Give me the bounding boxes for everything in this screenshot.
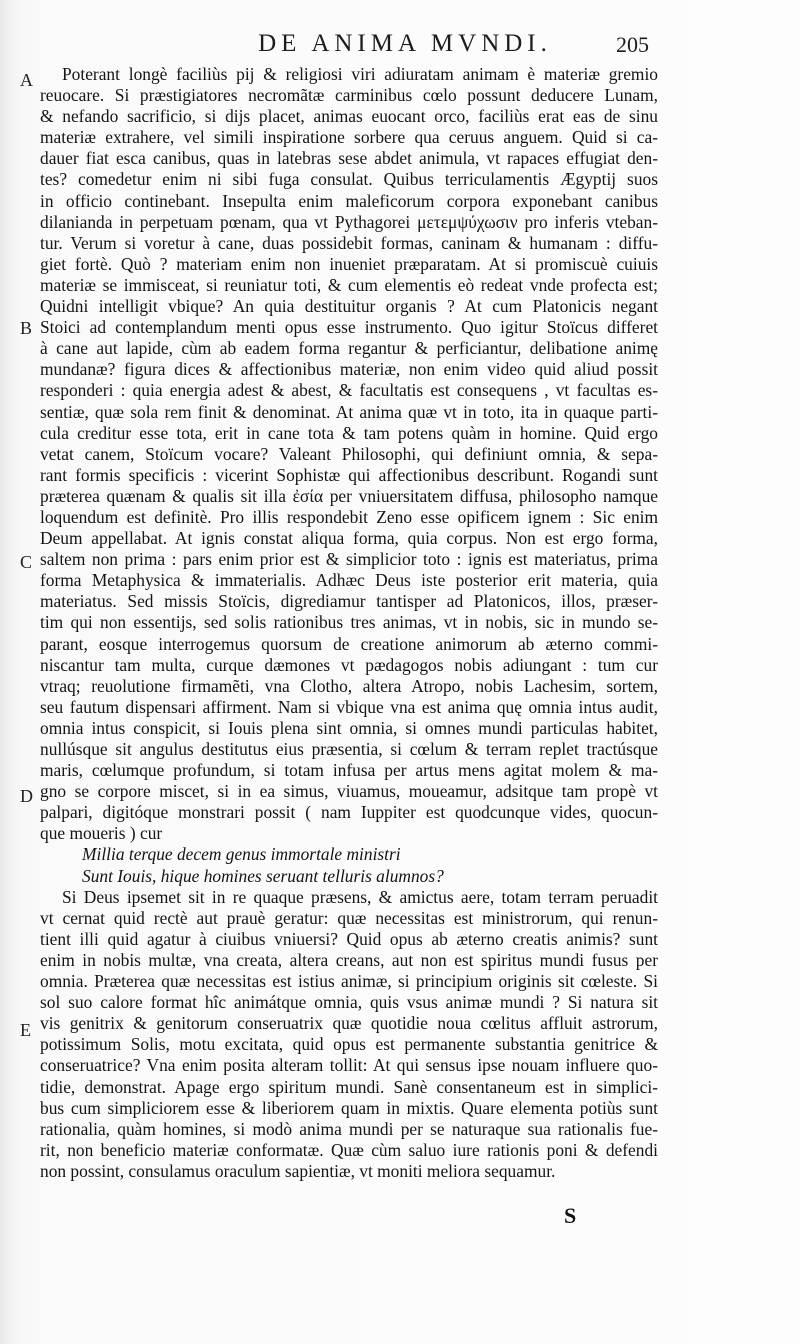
text-line: giet fortè. Quò ? materiam enim non inueniet præparatam. At si promiscuè cuiuis xyxy=(40,253,658,274)
text-line: materiæ se immisceat, si reuniatur toti, & cum elementis eò redeat vnde profecta est; xyxy=(40,274,658,295)
text-line: Quidni intelligit vbique? An quia destituitur organis ? At cum Platonicis negant xyxy=(40,296,658,317)
text-line: niscantur tam multa, curque dæmones vt pædagogos nobis adiungant : tum cur xyxy=(40,654,658,675)
text-line: conseruatrice? Vna enim posita alteram tollit: At qui sensus ipse nouam influere quo- xyxy=(40,1055,658,1076)
text-line: tim qui non essentijs, sed solis rationibus tres animas, vt in nobis, sic in mundo se- xyxy=(40,612,658,633)
text-line: gno se corpore miscet, si in ea simus, viuamus, moueamur, adsitque tam propè vt xyxy=(40,781,658,802)
paragraph-2 xyxy=(40,887,658,1182)
text-line: tidie, demonstrat. Apage ergo spiritum mundi. Sanè consentaneum est in simplici- xyxy=(40,1076,658,1097)
text-line: nullúsque sit angulus destitutus eius præsentia, si cœlum & terram replet tractúsque xyxy=(40,739,658,759)
text-line: omnia. Præterea quæ necessitas est istius animæ, si principium originis sit cœleste. Si xyxy=(40,971,658,992)
text-line: Deum appellabat. At ignis constat aliqua forma, quia corpus. Non est ergo forma, xyxy=(40,528,658,549)
margin-letter-c: C xyxy=(20,552,33,572)
text-line: vtraq; reuolutione firmamẽti, vna Clotho, altera Atropo, nobis Lachesim, sortem, xyxy=(40,675,658,696)
page-number: 205 xyxy=(616,32,649,57)
text-line: Stoici ad contemplandum menti opus esse instrumento. Quo igitur Stoïcus differet xyxy=(40,317,658,338)
text-line: sentiæ, quæ sola rem finit & denominat. At anima quæ vt in toto, ita in quaque parti- xyxy=(40,401,658,422)
body-text xyxy=(40,64,658,1182)
paragraph-1 xyxy=(40,64,658,844)
text-line: dauer fiat esca canibus, quas in latebras sese abdet animula, vt rapaces effugiat den- xyxy=(40,148,658,169)
margin-letter-a: A xyxy=(20,70,33,90)
text-line: dilanianda in perpetuam pœnam, qua vt Pythagorei μετεμψύχωσιν pro inferis vteban- xyxy=(40,211,658,232)
text-line: mundanæ? figura dices & affectionibus materiæ, non enim video quid aliud possit xyxy=(40,359,658,380)
text-line: tes? comedetur enim ni sibi fuga consulat. Quibus terriculamentis Ægyptij suos xyxy=(40,169,658,190)
text-line: tur. Verum si voretur à cane, duas possidebit formas, caninam & humanam : diffu- xyxy=(40,232,658,253)
verse-line: Millia terque decem genus immortale ministri xyxy=(82,844,401,865)
margin-letter-d: D xyxy=(20,786,33,806)
margin-letter-e: E xyxy=(20,1020,31,1040)
text-line: potissimum Solis, motu excitata, quid opus est permanente substantia genitrice & xyxy=(40,1034,658,1055)
text-line: saltem non prima : pars enim prior est & simplicior toto : ignis est materiatus, prima xyxy=(40,549,658,570)
text-line: forma Metaphysica & immaterialis. Adhæc Deus iste posterior erit materia, quia xyxy=(40,570,658,591)
text-line: sol suo calore format hîc animátque omnia, quis vsus animæ mundi ? Si natura sit xyxy=(40,992,658,1013)
text-line: vetat canem, Stoïcum vocare? Valeant Philosophi, qui definiunt omnia, & sepa- xyxy=(40,443,658,464)
text-line: reuocare. Si præstigiatores necromãtæ carminibus cœlo possunt deducere Lunam, xyxy=(40,85,658,106)
text-line: enim in nobis multæ, vna creata, altera creans, aut non est spiritus mundi fusus per xyxy=(40,949,658,970)
text-line: Poterant longè faciliùs pij & religiosi viri adiuratam animam è materiæ gremio xyxy=(62,64,658,84)
text-line: bus cum simpliciorem esse & liberiorem quam in mixtis. Quare elementa potiùs sunt xyxy=(40,1097,658,1118)
verse-quotation xyxy=(40,844,658,886)
text-line: loquendum est definitè. Pro illis respondebit Zeno esse opificem ignem : Sic enim xyxy=(40,506,658,527)
text-line: vis genitrix & genitorum conseruatrix quæ quotidie noua cœlitus affluit astrorum, xyxy=(40,1013,658,1034)
text-line: materiatus. Sed missis Stoïcis, digrediamur tantisper ad Platonicos, illos, præser- xyxy=(40,591,658,612)
text-line: tient illi quid agatur à ciuibus vniuersi? Quid opus ab æterno creatis animis? sunt xyxy=(40,928,658,949)
running-title: DE ANIMA MVNDI. xyxy=(258,30,552,57)
text-line: maris, cœlumque profundum, si totam infusa per artus mens agitat molem & ma- xyxy=(40,760,658,781)
text-line: responderi : quia energia adest & abest, & facultatis est consequens , vt facultas es- xyxy=(40,380,658,401)
text-line: præterea quænam & qualis sit illa ἐσία per vniuersitatem diffusa, philosopho namque xyxy=(40,485,658,506)
text-line: à cane aut lapide, cùm ab eadem forma regantur & perficiantur, delibatione animę xyxy=(40,338,658,359)
text-line: rit, non beneficio materiæ conformatæ. Quæ cùm saluo iure rationis poni & defendi xyxy=(40,1139,658,1160)
text-line: in officio continebant. Insepulta enim maleficorum corpora exponebant canibus xyxy=(40,190,658,211)
margin-letter-b: B xyxy=(20,318,33,338)
text-line: vt cernat quid rectè aut prauè geratur: quæ necessitas est ministrorum, qui renun- xyxy=(40,907,658,928)
verse-line: Sunt Iouis, hique homines seruant telluris alumnos? xyxy=(82,865,444,886)
text-line: non possint, consulamus oraculum sapientiæ, vt moniti meliora sequamur. xyxy=(40,1160,556,1181)
text-line: cula creditur esse tota, erit in cane tota & tam potens quàm in homine. Quid ergo xyxy=(40,422,658,443)
text-line: parant, eosque interrogemus quorsum de creatione animorum ab æterno commi- xyxy=(40,633,658,654)
signature-mark: S xyxy=(564,1203,577,1228)
text-line: omnia intus conspicit, si Iouis plena sint omnia, si omnes mundi particulas habitet, xyxy=(40,717,658,738)
text-line: que moueris ) cur xyxy=(40,823,163,844)
text-line: Si Deus ipsemet sit in re quaque præsens, & amictus aere, totam terram peruadit xyxy=(62,886,658,907)
text-line: materiæ extrahere, vel simili inspiratione sorbere qua ceruus anguem. Quid si ca- xyxy=(40,127,658,148)
text-line: & nefando sacrificio, si dijs placet, animas euocant orco, faciliùs erat eas de sinu xyxy=(40,106,658,127)
text-line: rationalia, quàm homines, si modò anima mundi per se naturaque sua rationalis fue- xyxy=(40,1118,658,1139)
text-line: rant formis specificis : vicerint Sophistæ qui affectionibus describunt. Rogandi sunt xyxy=(40,464,658,485)
text-line: palpari, digitóque monstrari possit ( nam Iuppiter est quodcunque vides, quocun- xyxy=(40,802,658,823)
text-line: seu fautum dispensari affirment. Nam si vbique vna est anima quę omnia intus audit, xyxy=(40,696,658,717)
